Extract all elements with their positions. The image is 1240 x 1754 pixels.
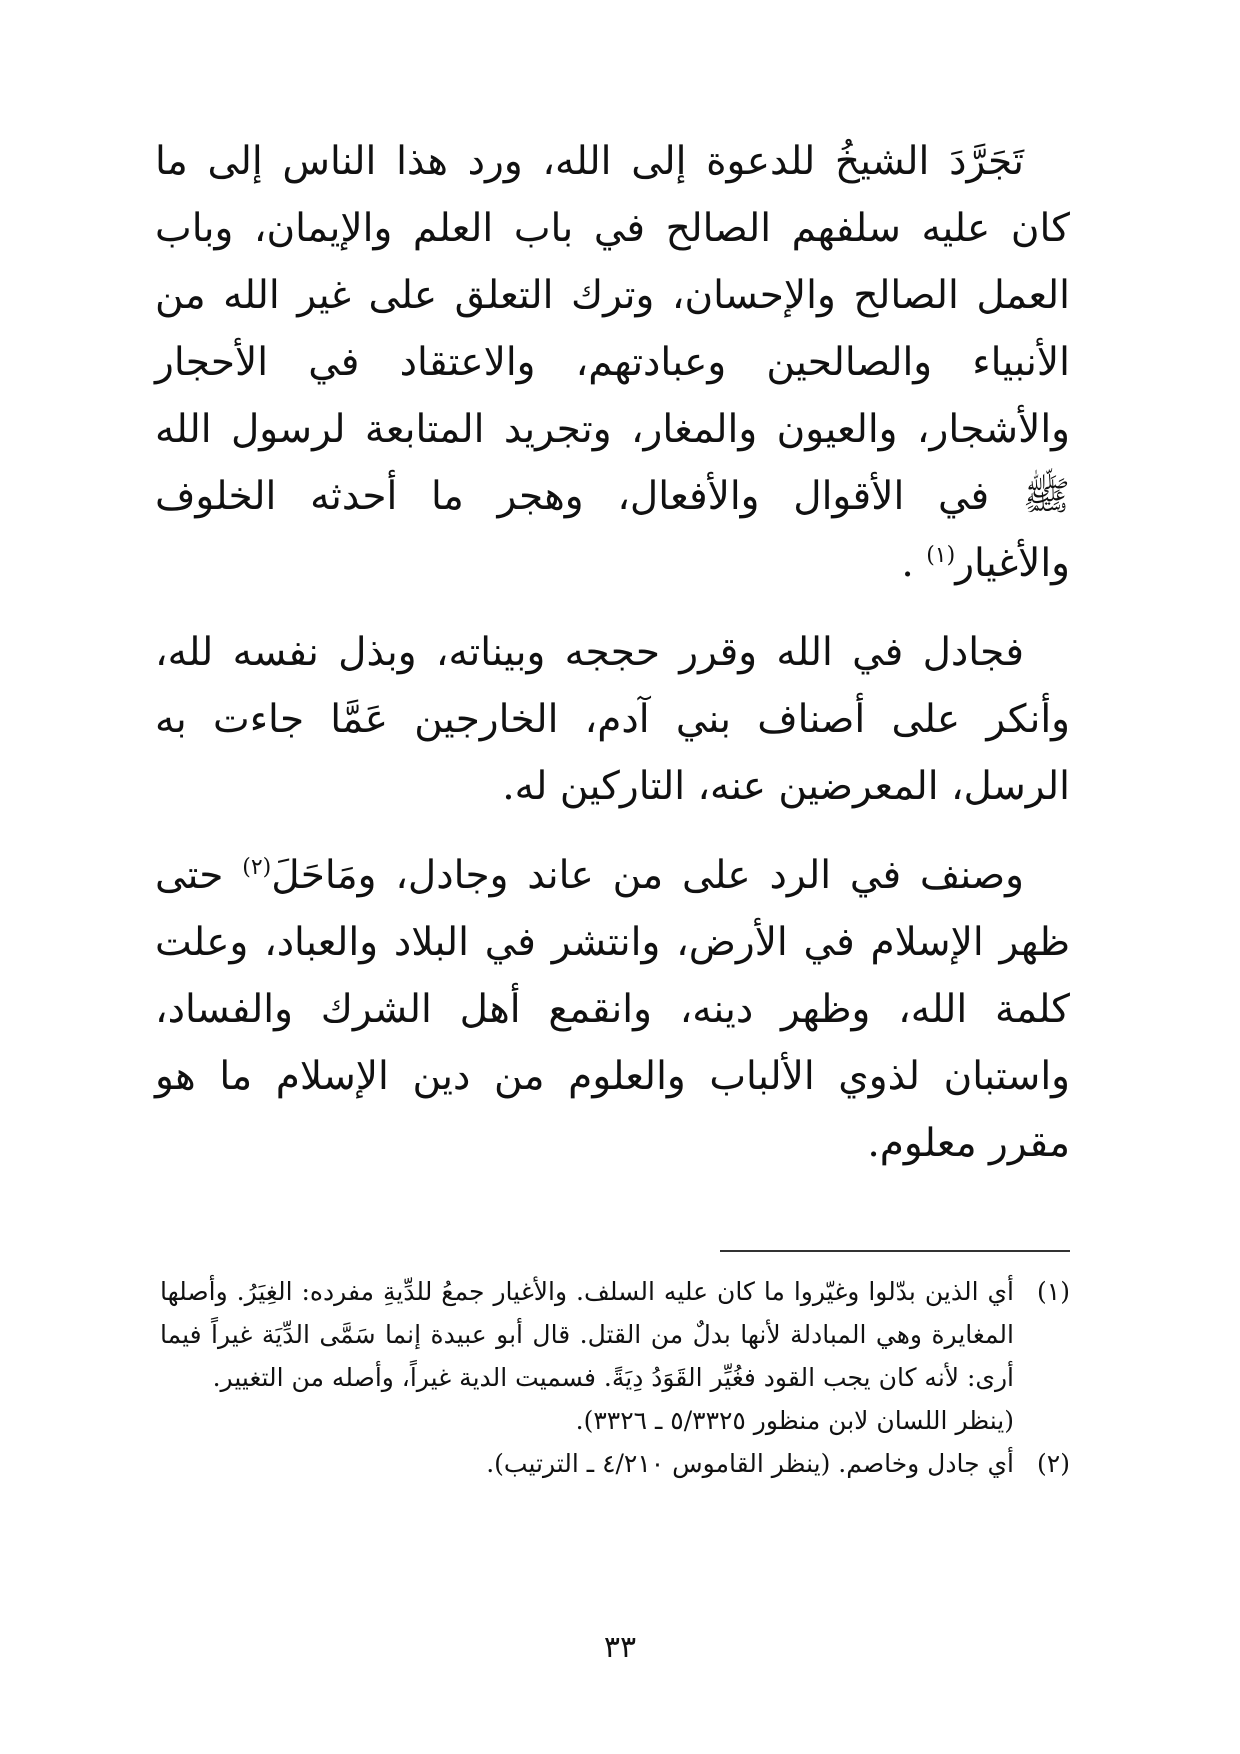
paragraph-1 [155,128,1070,597]
paragraph-1-text: تَجَرَّدَ الشيخُ للدعوة إلى الله، ورد هذا الناس إلى ما كان عليه سلفهم الصالح في باب العلم والإيمان، وباب العمل الصالح والإحسان، وترك التعلق على غير الله من الأنبياء والصالحين وعبادتهم، والاعتقاد في الأحجار والأشجار، والعيون والمغار، وتجريد المتابعة لرسول الله ﷺ في الأقوال والأفعال، وهجر ما أحدثه الخلوف والأغيار [155,139,1070,586]
paragraph-3-continuation: حتى ظهر الإسلام في الأرض، وانتشر في البلاد والعباد، وعلت كلمة الله، وظهر دينه، وانقمع أهل الشرك والفساد، واستبان لذوي الألباب والعلوم من دين الإسلام ما هو مقرر معلوم. [155,853,1070,1166]
footnote-1-number: (١) [1037,1277,1070,1306]
paragraph-3 [155,842,1070,1177]
paragraph-1-period: . [901,541,914,586]
footnote-2-number: (٢) [1037,1449,1070,1478]
footnote-1-text: أي الذين بدّلوا وغيّروا ما كان عليه السلف. والأغيار جمعُ للدِّيةِ مفرده: الغِيَرُ. وأصلها المغايرة وهي المبادلة لأنها بدلٌ من القتل. قال أبو عبيدة إنما سَمَّى الدِّيَة غيراً فيما أرى: لأنه كان يجب القود فغُيِّر القَوَدُ دِيَةً. فسميت الدية غيراً، وأصله من التغيير. [160,1277,1014,1392]
footnote-separator [720,1250,1070,1252]
main-text [155,128,1070,1177]
footnote-ref-1: (١) [926,543,956,568]
footnote-2 [160,1442,1070,1485]
footnote-1-source: (ينظر اللسان لابن منظور ٥/٣٣٢٥ ـ ٣٣٢٦). [575,1406,1014,1435]
page-number: ٣٣ [603,1630,637,1665]
footnote-2-text: أي جادل وخاصم. (ينظر القاموس ٤/٢١٠ ـ الترتيب). [486,1449,1014,1478]
footnote-ref-2: (٢) [242,855,272,880]
footnotes [160,1270,1070,1485]
paragraph-2: فجادل في الله وقرر حججه وبيناته، وبذل نفسه لله، وأنكر على أصناف بني آدم، الخارجين عَمَّا جاءت به الرسل، المعرضين عنه، التاركين له. [155,630,1070,809]
paragraph-3-text: وصنف في الرد على من عاند وجادل، ومَاحَلَ [271,853,1025,898]
footnote-1 [160,1270,1070,1442]
